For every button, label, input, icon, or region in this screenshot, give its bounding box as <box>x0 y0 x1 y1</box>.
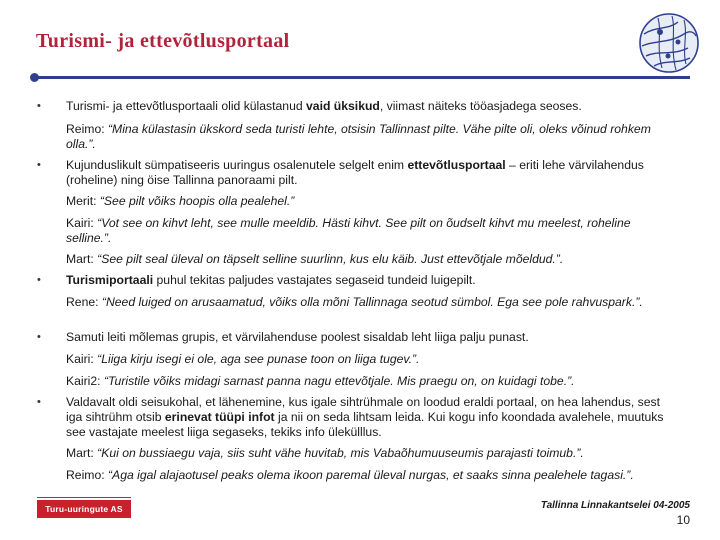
bullet-icon: • <box>37 159 41 171</box>
globe-logo-icon <box>638 12 700 74</box>
bullet-5: Valdavalt oldi seisukohal, et lähenemine, kus igale sihtrühmale on loodud eraldi portaal, on hea lahendus, sest iga sihtrühm otsib erinevat tüüpi infot ja nii on seda lihtsam leida. Kui kogu info koondada avalehele, muutuks see vastajate meelest liiga segaseks, tekiks info ülekülllus. <box>66 395 664 439</box>
title-rule <box>34 76 690 79</box>
bullet-icon: • <box>37 100 41 112</box>
page-number: 10 <box>676 513 690 527</box>
quote-7: Kairi2: “Turistile võiks midagi sarnast panna nagu ettevõtjale. Mis praegu on, on kuidagi tobe.”. <box>66 374 575 388</box>
bullet-4: Samuti leiti mõlemas grupis, et värvilahenduse poolest sisaldab leht liiga palju punast. <box>66 330 529 344</box>
quote-2: Merit: “See pilt võiks hoopis olla pealehel.” <box>66 194 295 208</box>
quote-5: Rene: “Need luiged on arusaamatud, võiks olla mõni Tallinnaga seotud sümbol. Ega see pole rahvuspark.”. <box>66 295 643 309</box>
quote-4: Mart: “See pilt seal üleval on täpselt selline suurlinn, kus elu käib. Just ettevõtjale mõeldud.”. <box>66 252 564 266</box>
footer-credit: Tallinna Linnakantselei 04-2005 <box>540 500 690 511</box>
bullet-1: Turismi- ja ettevõtlusportaali olid külastanud vaid üksikud, viimast näiteks tööasjadega seoses. <box>66 99 582 113</box>
quote-6: Kairi: “Liiga kirju isegi ei ole, aga see punase toon on liiga tugev.”. <box>66 352 420 366</box>
bullet-icon: • <box>37 331 41 343</box>
quote-3: Kairi: “Vot see on kihvt leht, see mulle meeldib. Hästi kihvt. See pilt on õudselt kihvt mu meelest, roheline selline.”. <box>66 216 631 245</box>
footer-logo-rule <box>37 497 131 498</box>
page-title: Turismi- ja ettevõtlusportaal <box>36 30 290 52</box>
quote-1: Reimo: “Mina külastasin ükskord seda turisti lehte, otsisin Tallinnast pilte. Vähe pilte oli, oleks võinud rohkem olla.”. <box>66 122 651 151</box>
company-logo: Turu-uuringute AS <box>37 500 131 518</box>
bullet-icon: • <box>37 396 41 408</box>
quote-8: Mart: “Kui on bussiaegu vaja, siis suht vähe huvitab, mis Vabaõhumuuseumis parajasti toimub.”. <box>66 446 584 460</box>
quote-9: Reimo: “Aga igal alajaotusel peaks olema ikoon paremal üleval nurgas, et saaks sinna pealehele tagasi.”. <box>66 468 634 482</box>
bullet-icon: • <box>37 274 41 286</box>
bullet-2: Kujunduslikult sümpatiseeris uuringus osalenutele selgelt enim ettevõtlusportaal – eriti lehe värvilahendus (roheline) ning öise Tallinna panoraami pilt. <box>66 158 644 187</box>
bullet-3: Turismiportaali puhul tekitas paljudes vastajates segaseid tundeid luigepilt. <box>66 273 476 287</box>
